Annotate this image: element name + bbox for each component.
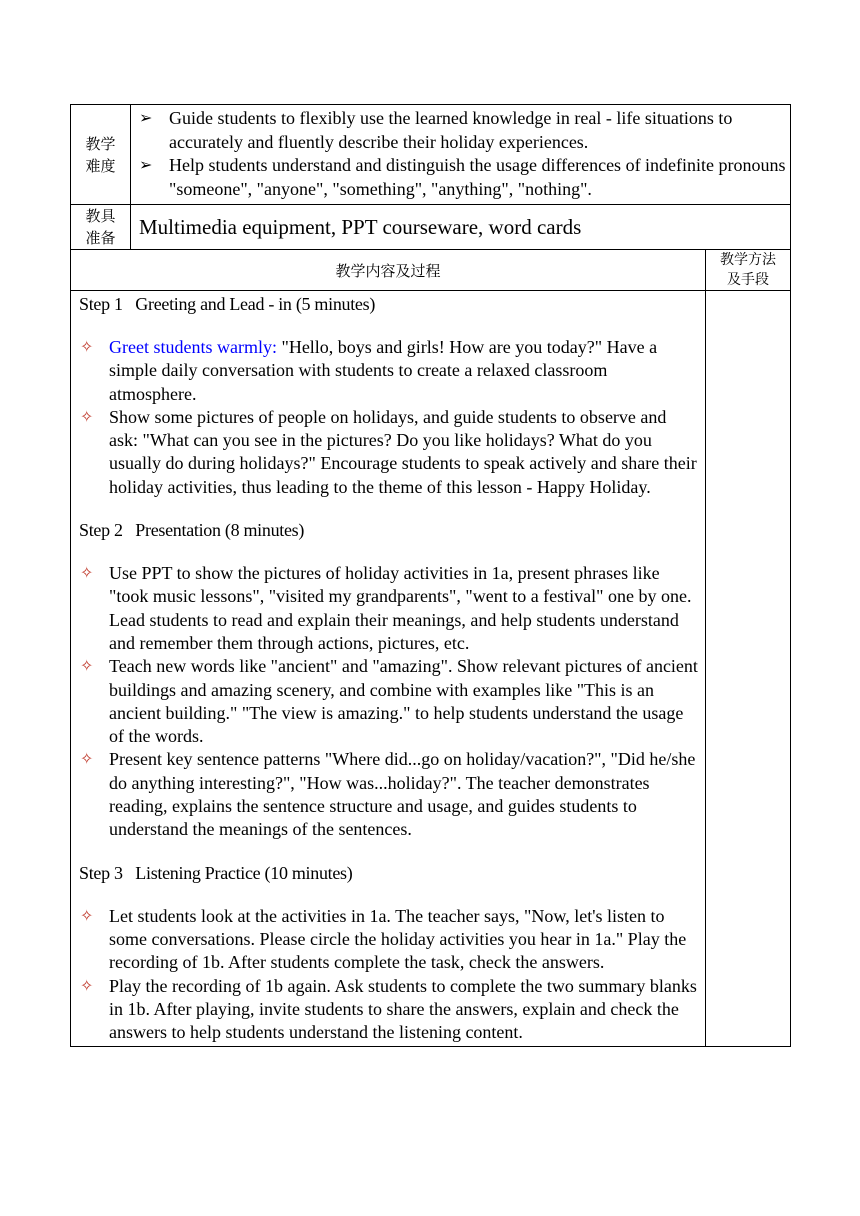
step-3-list — [79, 905, 699, 1045]
diamond-bullet-icon: ✧ — [80, 658, 94, 676]
prep-label: 教具准备 — [71, 205, 131, 250]
difficulty-content — [131, 105, 791, 205]
process-content — [71, 291, 706, 1047]
list-item: ✧ Greet students warmly: "Hello, boys and girls! How are you today?" Have a simple daily conversation with students to create a relaxed classroom atmosphere. — [80, 337, 658, 404]
diamond-bullet-icon: ✧ — [80, 339, 94, 356]
list-item: ✧ Let students look at the activities in 1a. The teacher says, "Now, let's listen to some conversations. Please circle the holiday activities you hear in 1a." Play the recording of 1b. After students complete the task, check the answers. — [80, 905, 687, 973]
method-header: 教学方法及手段 — [706, 250, 791, 291]
difficulty-item: ➢ Help students understand and distinguish the usage differences of indefinite pronouns "someone", "anyone", "something", "anything", "nothing". — [139, 155, 786, 199]
difficulty-label: 教学难度 — [71, 105, 131, 205]
diamond-bullet-icon: ✧ — [80, 565, 94, 583]
diamond-bullet-icon: ✧ — [80, 977, 94, 995]
step-1-title: Step 1 Greeting and Lead - in (5 minutes) — [79, 294, 376, 314]
lesson-plan-table — [70, 104, 791, 1047]
step-2-list — [79, 562, 699, 842]
difficulty-row — [71, 105, 791, 205]
list-item: ✧ Present key sentence patterns "Where did...go on holiday/vacation?", "Did he/she do anything interesting?", "How was...holiday?". The teacher demonstrates reading, explains the sentence structure and usage, and guides students to understand the meanings of the sentences. — [80, 749, 696, 840]
process-content-row — [71, 291, 791, 1047]
step-3-title: Step 3 Listening Practice (10 minutes) — [79, 862, 353, 883]
diamond-bullet-icon: ✧ — [80, 907, 94, 925]
prep-row — [71, 205, 791, 250]
list-item: ✧ Show some pictures of people on holidays, and guide students to observe and ask: "What can you see in the pictures? Do you like holidays? What do you usually do during holidays?" Encourage students to speak actively and share their holiday activities, thus leading to the theme of this lesson - Happy Holiday. — [80, 406, 697, 497]
list-item: ✧ Use PPT to show the pictures of holiday activities in 1a, present phrases like "took music lessons", "visited my grandparents", "went to a festival" one by one. Lead students to read and explain their meanings, and help students understand and remember them through actions, pictures, etc. — [80, 563, 692, 653]
process-header-row — [71, 250, 791, 291]
lesson-plan-document — [70, 104, 790, 1047]
step-1-list — [79, 336, 699, 499]
process-header: 教学内容及过程 — [71, 250, 706, 291]
difficulty-list — [131, 105, 790, 204]
difficulty-item: ➢ Guide students to flexibly use the learned knowledge in real - life situations to accurately and fluently describe their holiday experiences. — [139, 108, 733, 152]
arrow-bullet-icon: ➢ — [139, 110, 153, 127]
diamond-bullet-icon: ✧ — [80, 751, 94, 769]
list-item: ✧ Play the recording of 1b again. Ask students to complete the two summary blanks in 1b. After playing, invite students to share the answers, explain and check the answers to help students understand the listening content. — [80, 975, 697, 1043]
prep-text: Multimedia equipment, PPT courseware, word cards — [131, 205, 791, 250]
method-column-cell — [706, 291, 791, 1047]
list-item: ✧ Teach new words like "ancient" and "amazing". Show relevant pictures of ancient buildings and amazing scenery, and combine with examples like "This is an ancient building." "The view is amazing." to help students understand the usage of the words. — [80, 656, 698, 747]
arrow-bullet-icon: ➢ — [139, 157, 153, 174]
step-2-title: Step 2 Presentation (8 minutes) — [79, 520, 305, 541]
diamond-bullet-icon: ✧ — [80, 408, 94, 426]
